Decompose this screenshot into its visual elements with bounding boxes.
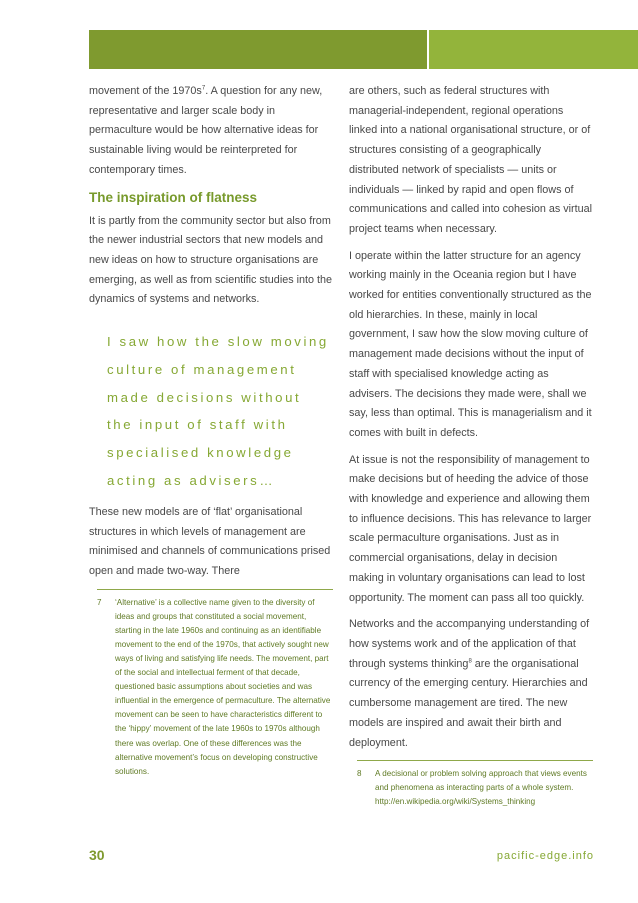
header-band-right [429, 30, 638, 69]
footnote-8 [357, 767, 593, 809]
left-paragraph-2: It is partly from the community sector but also from the newer industrial sectors that new models and new ideas on how to structure organisations are emerging, as well as from scientific studies into the dynamics of systems and networks. [89, 214, 333, 306]
footnote-number: 8 [357, 769, 362, 779]
footnote-divider-right [357, 760, 593, 761]
footnote-text: A decisional or problem solving approach that views events and phenomena as interacting parts of a whole system. http://en.wikipedia.org/wiki/Systems_thinking [375, 769, 587, 807]
right-paragraph-4: Networks and the accompanying understanding of how systems work and of the application of that through systems thinking$^8$ are the organisational currency of the emerging century. Hierarchies and cumbersome management are tired. The new models are inspired and await their birth and deployment. [349, 618, 590, 749]
right-paragraph-1: are others, such as federal structures with managerial-independent, regional operations linked into a national organisational structure, or of structures consisting of a geographically distributed network of specialists — units or individuals — linked by rapid and open flows of communications and called into cohesion as virtual project teams when necessary. [349, 85, 593, 235]
header-band-left [89, 30, 427, 69]
right-paragraph-3: At issue is not the responsibility of management to make decisions but of heeding the advice of those with knowledge and experience and allowing them to influence decisions. This has relevance to larger scale permaculture organisations. Just as in commercial organisations, delay in decision making in voluntary organisations can lead to lost opportunity. The moment can pass all too quickly. [349, 453, 592, 604]
pull-quote: I saw how the slow moving culture of management made decisions without the input of staff with specialised knowledge acting as advisers… [107, 334, 329, 489]
section-heading: The inspiration of flatness [89, 189, 258, 205]
footnote-text: ‘Alternative’ is a collective name given to the diversity of ideas and groups that constituted a social movement, starting in the late 1960s and continuing as an identifiable movement to the end of the 1970s, that actively sought new ways of living and satisfying life needs. The movement, part of the social and intellectual ferment of that decade, questioned basic assumptions about societies and was influential in the emergence of permaculture. The alternative movement can be seen to have characteristics different to the ‘hippy’ movement of the late 1960s to 1970s although there was overlap. One of these differences was the alternative movement’s focus on developing constructive solutions. [115, 597, 331, 776]
footnote-number: 7 [97, 597, 102, 607]
footnote-ref-7: 7 [201, 85, 206, 92]
left-column [89, 82, 333, 779]
footnote-ref-8: 8 [468, 658, 472, 665]
website-url: pacific-edge.info [496, 850, 594, 862]
page-number: 30 [89, 847, 105, 863]
right-paragraph-2: I operate within the latter structure for an agency working mainly in the Oceania region but I have worked for entities conventionally structured as the old hierarchies. In these, mainly in local government, I saw how the slow moving culture of management made decisions without the input of staff with specialised knowledge acting as advisers. The decisions they made were, shall we say, less than optimal. This is managerialism and it comes with built in defects. [349, 249, 592, 439]
footnote-divider-left [97, 589, 333, 590]
right-column [349, 82, 593, 809]
footnote-7 [97, 596, 333, 779]
left-paragraph-3: These new models are of ‘flat’ organisational structures in which levels of management are minimised and channels of communications prised open and made two-way. There [89, 505, 331, 577]
left-paragraph-1: movement of the $1970s^7$. A question for any new, representative and larger scale body in permaculture would be how alternative ideas for sustainable living would be reinterpreted for contemporary times. [89, 85, 323, 176]
